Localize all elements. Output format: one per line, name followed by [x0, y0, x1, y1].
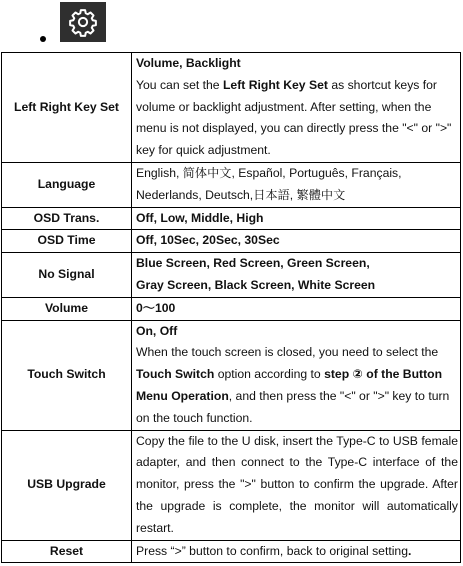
desc-text: option according to [214, 367, 325, 382]
setting-name: No Signal [2, 253, 132, 298]
table-row [2, 320, 461, 430]
desc-text: Press “>” button to confirm, back to original setting [136, 543, 408, 558]
desc-line: English, 简体中文, Español, Português, Français, [136, 165, 402, 180]
setting-name: Left Right Key Set [2, 53, 132, 163]
desc-bold: Touch Switch [136, 367, 215, 382]
desc-line: Blue Screen, Red Screen, Green Screen, [136, 256, 370, 271]
setting-options: On, Off [136, 323, 178, 338]
table-row [2, 540, 461, 563]
desc-text: When the touch screen is closed, you need to select the [136, 345, 439, 360]
table-row [2, 162, 461, 207]
setting-description: Copy the file to the U disk, insert the Type-C to USB female adapter, and then connect to the Type-C interface of the monitor, press the ">" button to confirm the upgrade. After the upgrade is complete, the monitor will automatically restart. [132, 430, 461, 540]
desc-bold: Left Right Key Set [222, 77, 328, 92]
header [0, 0, 463, 52]
table-row [2, 53, 461, 163]
desc-line: Gray Screen, Black Screen, White Screen [136, 277, 376, 292]
table-row [2, 253, 461, 298]
gear-icon [60, 2, 106, 42]
desc-text: as shortcut keys for volume or backlight adjustment. After setting, when the menu is not displayed, you can directly press the "<" or ">" key for quick adjustment. [136, 77, 452, 158]
setting-name: Reset [2, 540, 132, 563]
setting-name: Touch Switch [2, 320, 132, 430]
table-row [2, 230, 461, 253]
table-row [2, 297, 461, 320]
setting-name: Volume [2, 297, 132, 320]
bullet [40, 36, 46, 42]
setting-options [132, 253, 461, 298]
setting-options: Off, Low, Middle, High [132, 207, 461, 230]
setting-options: Volume, Backlight [136, 56, 241, 70]
setting-name: OSD Trans. [2, 207, 132, 230]
desc-bold: . [407, 543, 412, 558]
table-row [2, 207, 461, 230]
setting-description [132, 320, 461, 430]
desc-bold: step ② of the Button Menu Operation [136, 367, 443, 403]
setting-options: 0～100 [132, 297, 461, 320]
setting-description [132, 53, 461, 163]
desc-text: You can set the [136, 77, 223, 92]
setting-name: Language [2, 162, 132, 207]
settings-table [1, 52, 461, 563]
setting-description [132, 162, 461, 207]
setting-options: Off, 10Sec, 20Sec, 30Sec [132, 230, 461, 253]
desc-line: Nederlands, Deutsch,日本語, 繁體中文 [136, 187, 346, 202]
setting-name: OSD Time [2, 230, 132, 253]
setting-description [132, 540, 461, 563]
table-row [2, 430, 461, 540]
desc-text: , and then press the "<" or ">" key to turn on the touch function. [136, 388, 450, 425]
setting-name: USB Upgrade [2, 430, 132, 540]
